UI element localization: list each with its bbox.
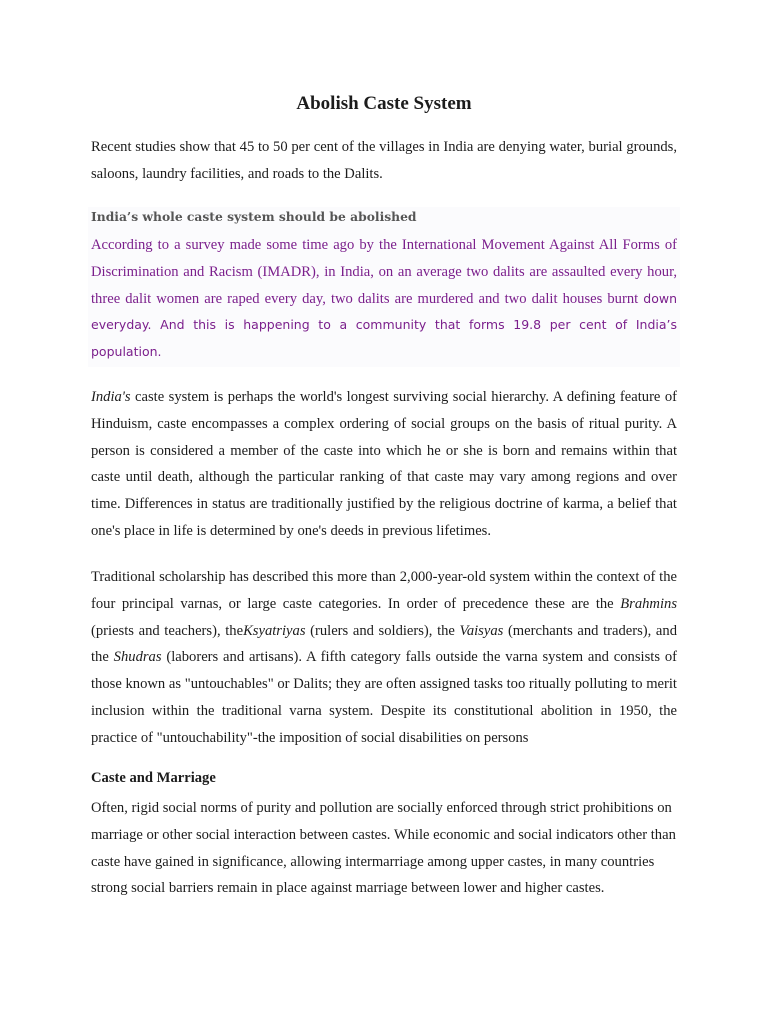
- varna-text-5: (laborers and artisans). A fifth category falls outside the varna system and consists of those known as "untouchables" or Dalits; they are often assigned tasks too ritually polluting to merit inclusion within the traditional varna system. Despite its constitutional abolition in 1950, the practice of "untouchability"-the imposition of social disabilities on persons: [91, 649, 677, 746]
- varna-paragraph: [91, 564, 677, 752]
- varna-ksyatriyas: Ksyatriyas: [243, 622, 306, 639]
- varna-text-1: Traditional scholarship has described this more than 2,000-year-old system within the context of the four principal varnas, or large caste categories. In order of precedence these are the: [91, 569, 677, 612]
- varna-brahmins: Brahmins: [620, 595, 677, 612]
- varna-vaisyas: Vaisyas: [459, 622, 504, 639]
- document-title: Abolish Caste System: [296, 93, 472, 114]
- varna-text-3: (rulers and soldiers), the: [305, 622, 460, 639]
- varna-text-4: (merchants and traders), and the: [91, 622, 678, 666]
- quote-heading: India’s whole caste system should be abolished: [91, 209, 417, 224]
- history-italic-word: India's: [91, 389, 131, 405]
- survey-paragraph: [91, 232, 677, 366]
- intro-paragraph: Recent studies show that 45 to 50 per cent of the villages in India are denying water, burial grounds, saloons, laundry facilities, and roads to the Dalits.: [91, 139, 677, 182]
- varna-text-2: (priests and teachers), the: [91, 622, 244, 639]
- section-heading-caste-marriage: Caste and Marriage: [91, 770, 216, 786]
- marriage-paragraph: Often, rigid social norms of purity and pollution are socially enforced through strict prohibitions on marriage or other social interaction between castes. While economic and social indicators other than caste have gained in significance, allowing intermarriage among upper castes, in many countries strong social barriers remain in place against marriage between lower and higher castes.: [91, 800, 676, 897]
- survey-text-part2: down everyday. And this is happening to a community that forms 19.8 per cent of India’s population.: [91, 290, 677, 360]
- history-text: caste system is perhaps the world's longest surviving social hierarchy. A defining feature of Hinduism, caste encompasses a complex ordering of social groups on the basis of ritual purity. A person is considered a member of the caste into which he or she is born and remains within that caste until death, although the particular ranking of that caste may vary among regions and over time. Differences in status are traditionally justified by the religious doctrine of karma, a belief that one's place in life is determined by one's deeds in previous lifetimes.: [91, 389, 677, 539]
- history-paragraph: [91, 384, 677, 545]
- survey-text-part1: According to a survey made some time ago by the International Movement Against All Forms of Discrimination and Racism (IMADR), in India, on an average two dalits are assaulted every hour, three dalit women are raped every day, two dalits are murdered and two dalit houses burnt: [91, 237, 677, 307]
- varna-shudras: Shudras: [113, 649, 162, 666]
